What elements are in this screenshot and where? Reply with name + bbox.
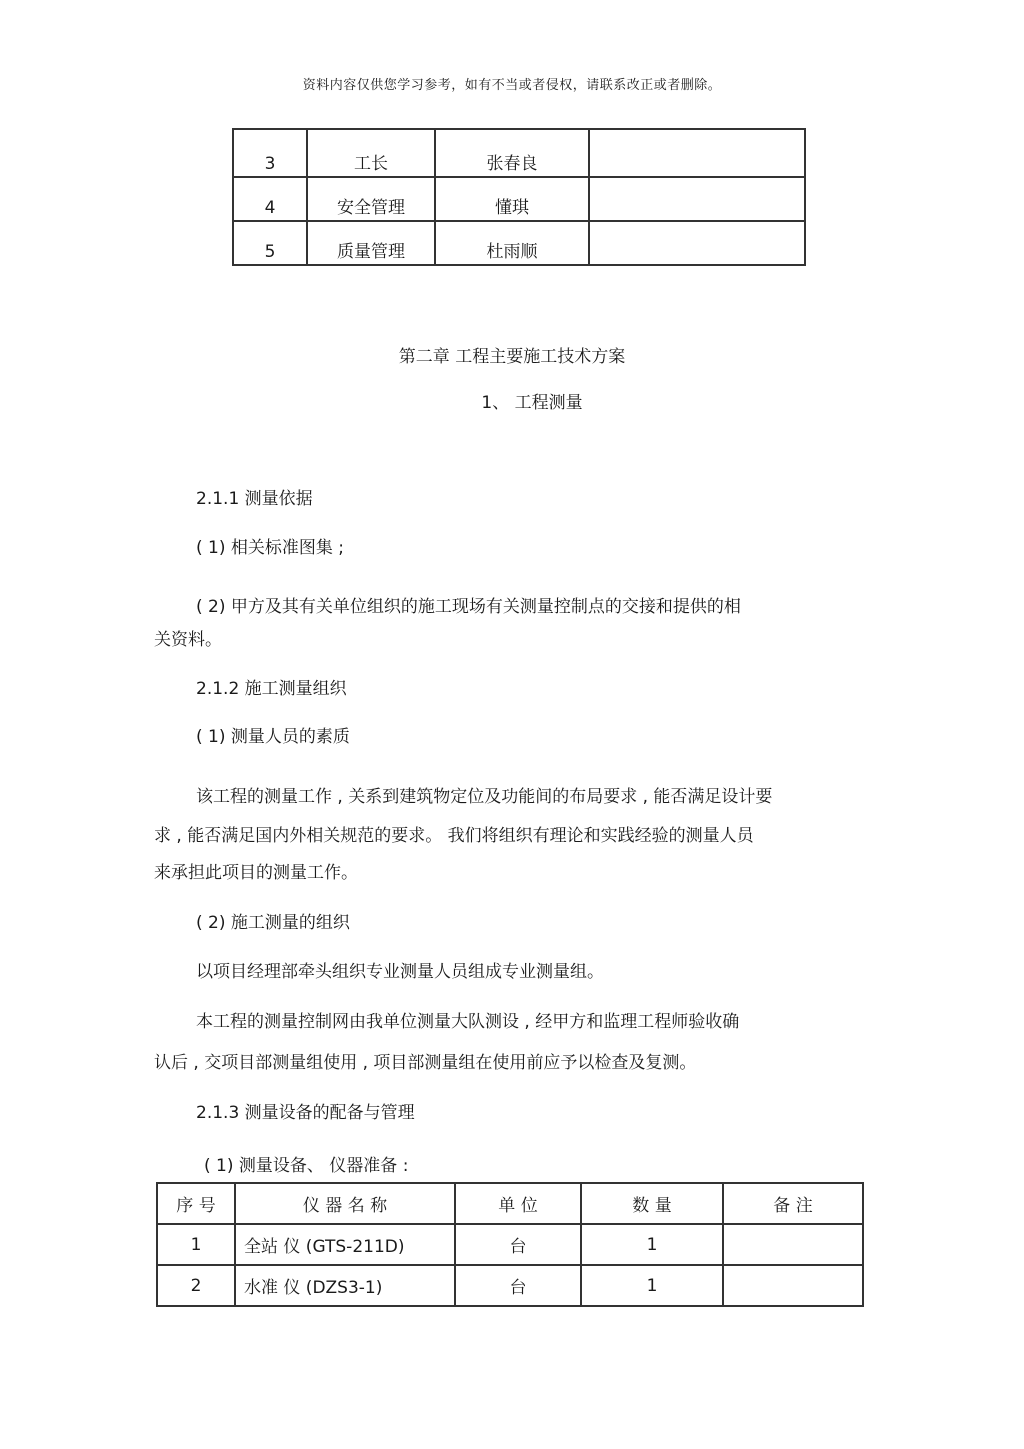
cell-note [723, 1224, 863, 1265]
paragraph-line: 来承担此项目的测量工作。 [154, 863, 358, 883]
cell-number: 1 [157, 1224, 235, 1265]
header-quantity: 数 量 [581, 1183, 723, 1224]
cell-instrument: 水准 仪 (DZS3-1) [235, 1265, 455, 1306]
header-number: 序 号 [157, 1183, 235, 1224]
staff-table [232, 128, 806, 266]
paragraph-line: ( 2) 甲方及其有关单位组织的施工现场有关测量控制点的交接和提供的相 [196, 597, 741, 617]
row-number: 5 [233, 221, 307, 265]
equipment-table [156, 1182, 864, 1307]
table-row [157, 1265, 863, 1306]
heading-2-1-1: 2.1.1 测量依据 [196, 489, 313, 509]
cell-number: 2 [157, 1265, 235, 1306]
list-item: ( 2) 施工测量的组织 [196, 913, 350, 933]
cell-unit: 台 [455, 1265, 581, 1306]
row-role: 质量管理 [307, 221, 435, 265]
header-instrument: 仪 器 名 称 [235, 1183, 455, 1224]
paragraph-line: 本工程的测量控制网由我单位测量大队测设 , 经甲方和监理工程师验收确 [196, 1012, 740, 1032]
table-row [157, 1224, 863, 1265]
header-note: 备 注 [723, 1183, 863, 1224]
row-note [589, 221, 805, 265]
table-header-row [157, 1183, 863, 1224]
section-title: 1、 工程测量 [481, 393, 583, 413]
heading-2-1-3: 2.1.3 测量设备的配备与管理 [196, 1103, 415, 1123]
row-number: 4 [233, 177, 307, 221]
list-item: ( 1) 测量人员的素质 [196, 727, 350, 747]
row-person: 懂琪 [435, 177, 589, 221]
row-number: 3 [233, 129, 307, 177]
row-role: 工长 [307, 129, 435, 177]
header-unit: 单 位 [455, 1183, 581, 1224]
cell-quantity: 1 [581, 1224, 723, 1265]
row-note [589, 129, 805, 177]
paragraph-line: 求 , 能否满足国内外相关规范的要求。 我们将组织有理论和实践经验的测量人员 [154, 826, 754, 846]
page-disclaimer: 资料内容仅供您学习参考，如有不当或者侵权，请联系改正或者删除。 [302, 78, 722, 93]
paragraph-line: 以项目经理部牵头组织专业测量人员组成专业测量组。 [196, 962, 604, 982]
cell-instrument: 全站 仪 (GTS-211D) [235, 1224, 455, 1265]
paragraph-line: 关资料。 [154, 630, 222, 650]
cell-note [723, 1265, 863, 1306]
table-row [233, 177, 805, 221]
row-person: 张春良 [435, 129, 589, 177]
table-row [233, 221, 805, 265]
list-item: ( 1) 测量设备、 仪器准备 : [204, 1156, 409, 1176]
cell-unit: 台 [455, 1224, 581, 1265]
row-note [589, 177, 805, 221]
heading-2-1-2: 2.1.2 施工测量组织 [196, 679, 347, 699]
cell-quantity: 1 [581, 1265, 723, 1306]
list-item: ( 1) 相关标准图集 ; [196, 538, 345, 558]
paragraph-line: 认后 , 交项目部测量组使用 , 项目部测量组在使用前应予以检查及复测。 [154, 1053, 697, 1073]
paragraph-line: 该工程的测量工作 , 关系到建筑物定位及功能间的布局要求 , 能否满足设计要 [196, 787, 773, 807]
chapter-title: 第二章 工程主要施工技术方案 [398, 347, 626, 367]
table-row [233, 129, 805, 177]
row-person: 杜雨顺 [435, 221, 589, 265]
row-role: 安全管理 [307, 177, 435, 221]
